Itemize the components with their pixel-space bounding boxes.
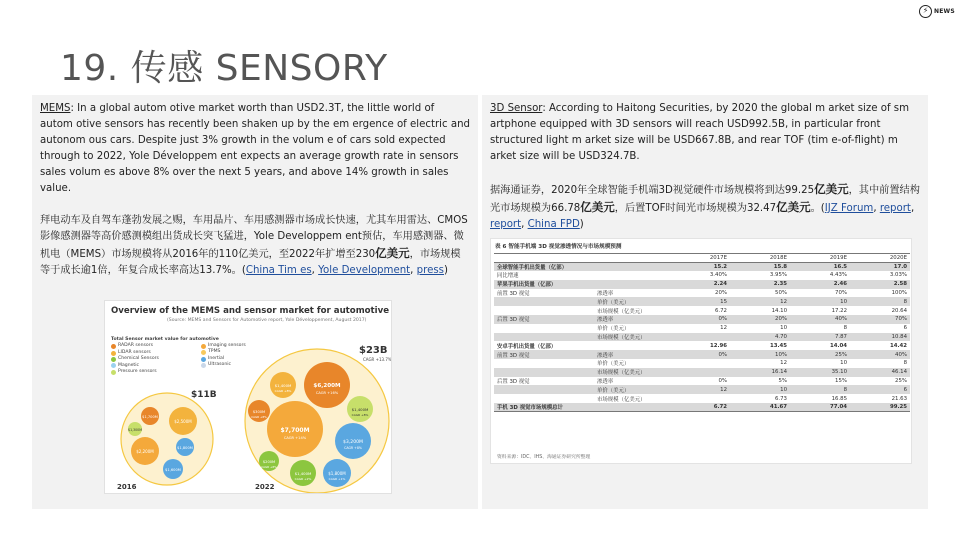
- table-row: [494, 289, 910, 298]
- bubble-2016-label: $2,500M: [174, 419, 192, 424]
- link-china-fpd[interactable]: China FPD: [527, 219, 580, 230]
- bubble-2022-cagr: CAGR +8%: [251, 415, 267, 419]
- table-cell: 渗透率: [597, 291, 614, 298]
- table-cell: [594, 403, 670, 412]
- table-cell: [594, 262, 670, 271]
- table-cell: 40%: [790, 315, 850, 324]
- total-2022: $23B: [359, 345, 388, 356]
- table-cell: 12: [720, 325, 727, 332]
- table-cell: 70%: [850, 315, 910, 324]
- legend-label: Chemical Sensors: [118, 356, 159, 362]
- link-china-times[interactable]: China Tim es: [245, 265, 312, 276]
- mems-market-figure: [104, 300, 392, 494]
- mems-cn-text-1: 拜电动车及自驾车蓬勃发展之赐，车用晶片、车用感测器市场成长快速，尤其车用雷达、CMOS影像感测器等高价感测模组出货成长突飞猛进，Yole Developpem ent预估，车用感测器、微机电（MEMS）市场规模将从2016年的110亿美元，至2022年扩增至230: [40, 215, 468, 260]
- table-cell: 市场规模（亿美元）: [597, 396, 646, 403]
- table-row: [494, 306, 910, 315]
- figure-subtitle: (Source: MEMS and Sensors for Automotive report, Yole Développement, August 2017): [167, 318, 367, 323]
- news-logo: [919, 4, 955, 18]
- cn-text-d: ，后置TOF时间光市场规模为32.47: [614, 203, 777, 214]
- table-cell: [494, 333, 594, 342]
- bubble-2022-label: $7,700M: [280, 427, 310, 434]
- table-cell: 10: [790, 297, 850, 306]
- cn-bold-1: 亿美元: [814, 182, 849, 196]
- link-yole-development[interactable]: Yole Development: [318, 265, 411, 276]
- table-source: 资料来源：IDC、IHS、海通证券研究所整理: [497, 455, 591, 460]
- table-cell: [594, 280, 670, 289]
- table-row: [494, 341, 910, 350]
- table-cell: 4.43%: [829, 272, 847, 279]
- table-cell: 后置 3D 视觉: [494, 315, 594, 324]
- table-cell: 41.67: [730, 403, 790, 412]
- table-cell: [494, 385, 594, 394]
- table-cell: 6: [850, 385, 910, 394]
- table-row: [494, 333, 910, 342]
- link-sep: ,: [311, 265, 319, 276]
- cn-text-e: 。(: [810, 203, 825, 214]
- legend-label: TPMS: [208, 349, 221, 355]
- table-cell: 2.58: [850, 280, 910, 289]
- table-cell: 单价（美元）: [597, 326, 630, 333]
- table-cell: 15.8: [730, 262, 790, 271]
- table-row: [494, 350, 910, 359]
- mems-term: MEMS: [40, 103, 71, 114]
- link-close: ): [443, 265, 448, 276]
- table-header-cell: 2019E: [790, 254, 850, 263]
- table-cell: 10.84: [850, 333, 910, 342]
- cn-bold-2: 亿美元: [580, 200, 615, 214]
- mems-cn-text-2: ，市场规模等于成长逾1倍，年复合成长率高达13.7%。(: [40, 249, 461, 276]
- table-cell: 渗透率: [594, 350, 670, 359]
- table-cell: 6.72: [714, 307, 727, 314]
- figure-title: Overview of the MEMS and sensor market for automotive: [111, 306, 390, 316]
- link-report-1[interactable]: report: [879, 203, 911, 214]
- table-cell: 8: [790, 385, 850, 394]
- table-cell: 8: [850, 297, 910, 306]
- table-cell: 渗透率: [594, 315, 670, 324]
- table-cell: 16.14: [730, 368, 790, 377]
- 3d-sensor-cn-paragraph: [490, 181, 920, 233]
- bubble-2022-label: $1,400M: [294, 471, 312, 476]
- link-sep: ,: [873, 203, 880, 214]
- table-cell: [494, 368, 594, 377]
- link-report-2[interactable]: report: [490, 219, 522, 230]
- table-cell: 8: [903, 360, 907, 367]
- table-cell: 6: [903, 325, 907, 332]
- bubble-2016-label: $1,600M: [165, 468, 181, 472]
- table-cell: 15%: [835, 378, 847, 385]
- mems-cn-bold: 亿美元: [375, 246, 410, 260]
- table-cell: 0%: [670, 315, 730, 324]
- bubble-chart: [105, 301, 392, 494]
- link-ijz-forum[interactable]: IJZ Forum: [824, 203, 874, 214]
- table-cell: 10: [730, 385, 790, 394]
- table-cell: 苹果手机出货量（亿部）: [494, 280, 594, 289]
- table-cell: 15: [670, 297, 730, 306]
- table-cell: 12: [670, 385, 730, 394]
- table-cell: 35.10: [790, 368, 850, 377]
- legend-label: Magnetic: [118, 362, 140, 368]
- table-row: [494, 262, 910, 271]
- legend-label: Ultrasonic: [208, 362, 232, 368]
- table-cell: 20.64: [891, 307, 907, 314]
- table-row: [494, 324, 910, 333]
- table-cell: 20%: [730, 315, 790, 324]
- table-cell: 99.25: [850, 403, 910, 412]
- table-cell: 12: [730, 297, 790, 306]
- legend-label: RADAR sensors: [118, 343, 154, 349]
- lightning-icon: ⚡: [919, 5, 932, 18]
- table-row: [494, 385, 910, 394]
- bubble-2016-label: $1,700M: [142, 415, 158, 419]
- table-cell: [494, 359, 594, 368]
- table-cell: 10: [840, 360, 847, 367]
- table-cell: 10: [780, 325, 787, 332]
- table-cell: 77.04: [790, 403, 850, 412]
- table-cell: 全球智能手机出货量（亿部）: [494, 262, 594, 271]
- table-cell: [594, 271, 670, 280]
- table-header-cell: [494, 254, 594, 263]
- table-cell: 10%: [730, 350, 790, 359]
- table-row: [494, 394, 910, 403]
- table-header-cell: [594, 254, 670, 263]
- table-cell: 50%: [775, 290, 787, 297]
- table-cell: 同比增速: [497, 273, 519, 280]
- table-row: [494, 359, 910, 368]
- logo-text: NEWS: [934, 7, 955, 15]
- table-row: [494, 403, 910, 412]
- bubble-2022-cagr: CAGR +8%: [344, 446, 362, 450]
- bubble-2022-label: $3,200M: [342, 440, 364, 445]
- table-cell: 5%: [778, 378, 787, 385]
- table-header-row: [494, 254, 910, 263]
- table-cell: 12.96: [709, 342, 727, 349]
- year-2022: 2022: [255, 483, 275, 491]
- table-cell: 渗透率: [597, 379, 614, 386]
- page-title: 19. 传感 SENSORY: [60, 48, 388, 89]
- table-cell: 17.22: [831, 307, 847, 314]
- table-cell: 2.46: [790, 280, 850, 289]
- table-cell: 21.63: [891, 395, 907, 402]
- year-2016: 2016: [117, 483, 137, 491]
- link-sep: ,: [410, 265, 417, 276]
- bubble-2022-label: $1,400M: [274, 383, 292, 388]
- table-cell: 单价（美元）: [597, 361, 630, 368]
- table-cell: 后置 3D 视觉: [497, 379, 530, 386]
- table-cell: 100%: [891, 290, 907, 297]
- bubble-2016-label: $2,200M: [136, 449, 154, 454]
- table-cell: 13.45: [769, 342, 787, 349]
- bubble-2022-cagr: CAGR +14%: [283, 436, 307, 440]
- table-row: [494, 377, 910, 386]
- mems-paragraph: [40, 101, 470, 197]
- table-row: [494, 368, 910, 377]
- table-cell: 市场规模（亿美元）: [594, 333, 670, 342]
- cn-text-a: 据海通证券，2020年全球智能手机端3D视觉硬件市场规模将到达99.25: [490, 185, 815, 196]
- link-sep: ,: [910, 203, 915, 214]
- bubble-2022-cagr: CAGR +16%: [315, 391, 339, 395]
- table-cell: 手机 3D 视觉市场规模总计: [494, 403, 594, 412]
- bubble-2022-cagr: CAGR +8%: [274, 389, 292, 393]
- table-cell: 安卓手机出货量（亿部）: [497, 343, 557, 350]
- table-row: [494, 315, 910, 324]
- bubble-2016-label: $1,300M: [128, 428, 142, 432]
- table-cell: 单价（美元）: [594, 385, 670, 394]
- table-cell: 2.24: [670, 280, 730, 289]
- bubble-2022-label: $6,200M: [313, 383, 341, 389]
- table-header-cell: 2017E: [670, 254, 730, 263]
- 3d-sensor-term: 3D Sensor: [490, 103, 543, 114]
- table-cell: 16.85: [831, 395, 847, 402]
- table-cell: 17.0: [850, 262, 910, 271]
- bubble-2022-label: $1,800M: [328, 471, 346, 476]
- table-cell: [670, 359, 730, 368]
- total-2016: $11B: [191, 390, 217, 400]
- table-cell: [494, 324, 594, 333]
- bubble-2022-label: $1,400M: [351, 407, 369, 412]
- bubble-2022-label: $200M: [262, 460, 276, 464]
- legend-label: Inertial: [208, 355, 225, 361]
- table-cell: 4.70: [730, 333, 790, 342]
- bubble-2022-label: $300M: [252, 410, 266, 414]
- table-cell: 20%: [715, 290, 727, 297]
- table-cell: 3.03%: [889, 272, 907, 279]
- bubble-2022-cagr: CAGR +2%: [294, 477, 312, 481]
- bubble-2022-cagr: CAGR +8%: [261, 465, 277, 469]
- table-cell: [494, 297, 594, 306]
- bubble-2016-label: $1,800M: [177, 446, 193, 450]
- table-cell: 14.04: [829, 342, 847, 349]
- table-cell: 7.87: [790, 333, 850, 342]
- cagr-2022: CAGR +13.7%: [363, 357, 392, 362]
- table-cell: 15.2: [670, 262, 730, 271]
- table-cell: 6.73: [774, 395, 787, 402]
- 3d-sensor-paragraph: [490, 101, 920, 165]
- table-cell: 3.95%: [769, 272, 787, 279]
- legend-label: LIDAR sensors: [118, 349, 151, 355]
- table-cell: 前置 3D 视觉: [494, 350, 594, 359]
- table-cell: 25%: [895, 378, 907, 385]
- table-cell: 前置 3D 视觉: [497, 291, 530, 298]
- link-close: ): [579, 219, 584, 230]
- 3d-vision-table-figure: [490, 238, 912, 464]
- table-cell: 市场规模（亿美元）: [597, 308, 646, 315]
- market-table: [494, 253, 910, 412]
- table-row: [494, 280, 910, 289]
- table-cell: 单价（美元）: [594, 297, 670, 306]
- table-cell: 14.10: [771, 307, 787, 314]
- table-row: [494, 271, 910, 280]
- table-cell: 8: [843, 325, 847, 332]
- link-sep: ,: [521, 219, 528, 230]
- table-row: [494, 297, 910, 306]
- bubble-2022-cagr: CAGR +8%: [351, 413, 369, 417]
- mems-cn-paragraph: [40, 213, 470, 279]
- table-cell: 0%: [718, 378, 727, 385]
- table-cell: [594, 341, 670, 350]
- table-cell: 70%: [835, 290, 847, 297]
- cn-bold-3: 亿美元: [776, 200, 811, 214]
- table-cell: [494, 306, 594, 315]
- table-cell: 3.40%: [709, 272, 727, 279]
- table-cell: [494, 394, 594, 403]
- table-cell: 40%: [850, 350, 910, 359]
- table-header-cell: 2018E: [730, 254, 790, 263]
- table-cell: 25%: [790, 350, 850, 359]
- cn-text-c: ，其中前置结构光市场规模为66.78: [490, 185, 920, 214]
- table-cell: 46.14: [850, 368, 910, 377]
- table-header-cell: 2020E: [850, 254, 910, 263]
- legend-title: Total Sensor market value for automotive: [111, 337, 219, 342]
- table-cell: 12: [780, 360, 787, 367]
- table-cell: 市场规模（亿美元）: [594, 368, 670, 377]
- table-cell: 16.5: [790, 262, 850, 271]
- legend-label: Pressure sensors: [118, 369, 157, 375]
- table-cell: 0%: [670, 350, 730, 359]
- table-cell: 14.42: [889, 342, 907, 349]
- mems-text: : In a global autom otive market worth than USD2.3T, the little world of autom otive sensors has recently been shaken up by the em ergence of electric and autonom ous cars. Despite just 3% growth in the volum e of cars sold expected through to 2022, Yole Développem ent expects an average growth rate in sensors sales volum es above 8% over the next 5 years, and above 14% growth in sales value.: [40, 103, 470, 194]
- legend-label: Imaging sensors: [208, 343, 246, 348]
- table-cell: 2.35: [730, 280, 790, 289]
- bubble-2022-cagr: CAGR +1%: [328, 477, 346, 481]
- table-title: 表 6 智能手机端 3D 视觉渗透情况与市场规模预测: [495, 244, 622, 250]
- table-cell: [670, 333, 730, 342]
- 3d-sensor-text: : According to Haitong Securities, by 2020 the global m arket size of sm artphone equipped with 3D sensors will reach USD992.5B, in particular front structured light m arket size will be USD667.8B, and rear TOF (tim e-of-flight) m arket size will be USD324.7B.: [490, 103, 910, 162]
- link-press[interactable]: press: [416, 265, 444, 276]
- table-cell: 6.72: [670, 403, 730, 412]
- table-cell: [670, 394, 730, 403]
- table-cell: [670, 368, 730, 377]
